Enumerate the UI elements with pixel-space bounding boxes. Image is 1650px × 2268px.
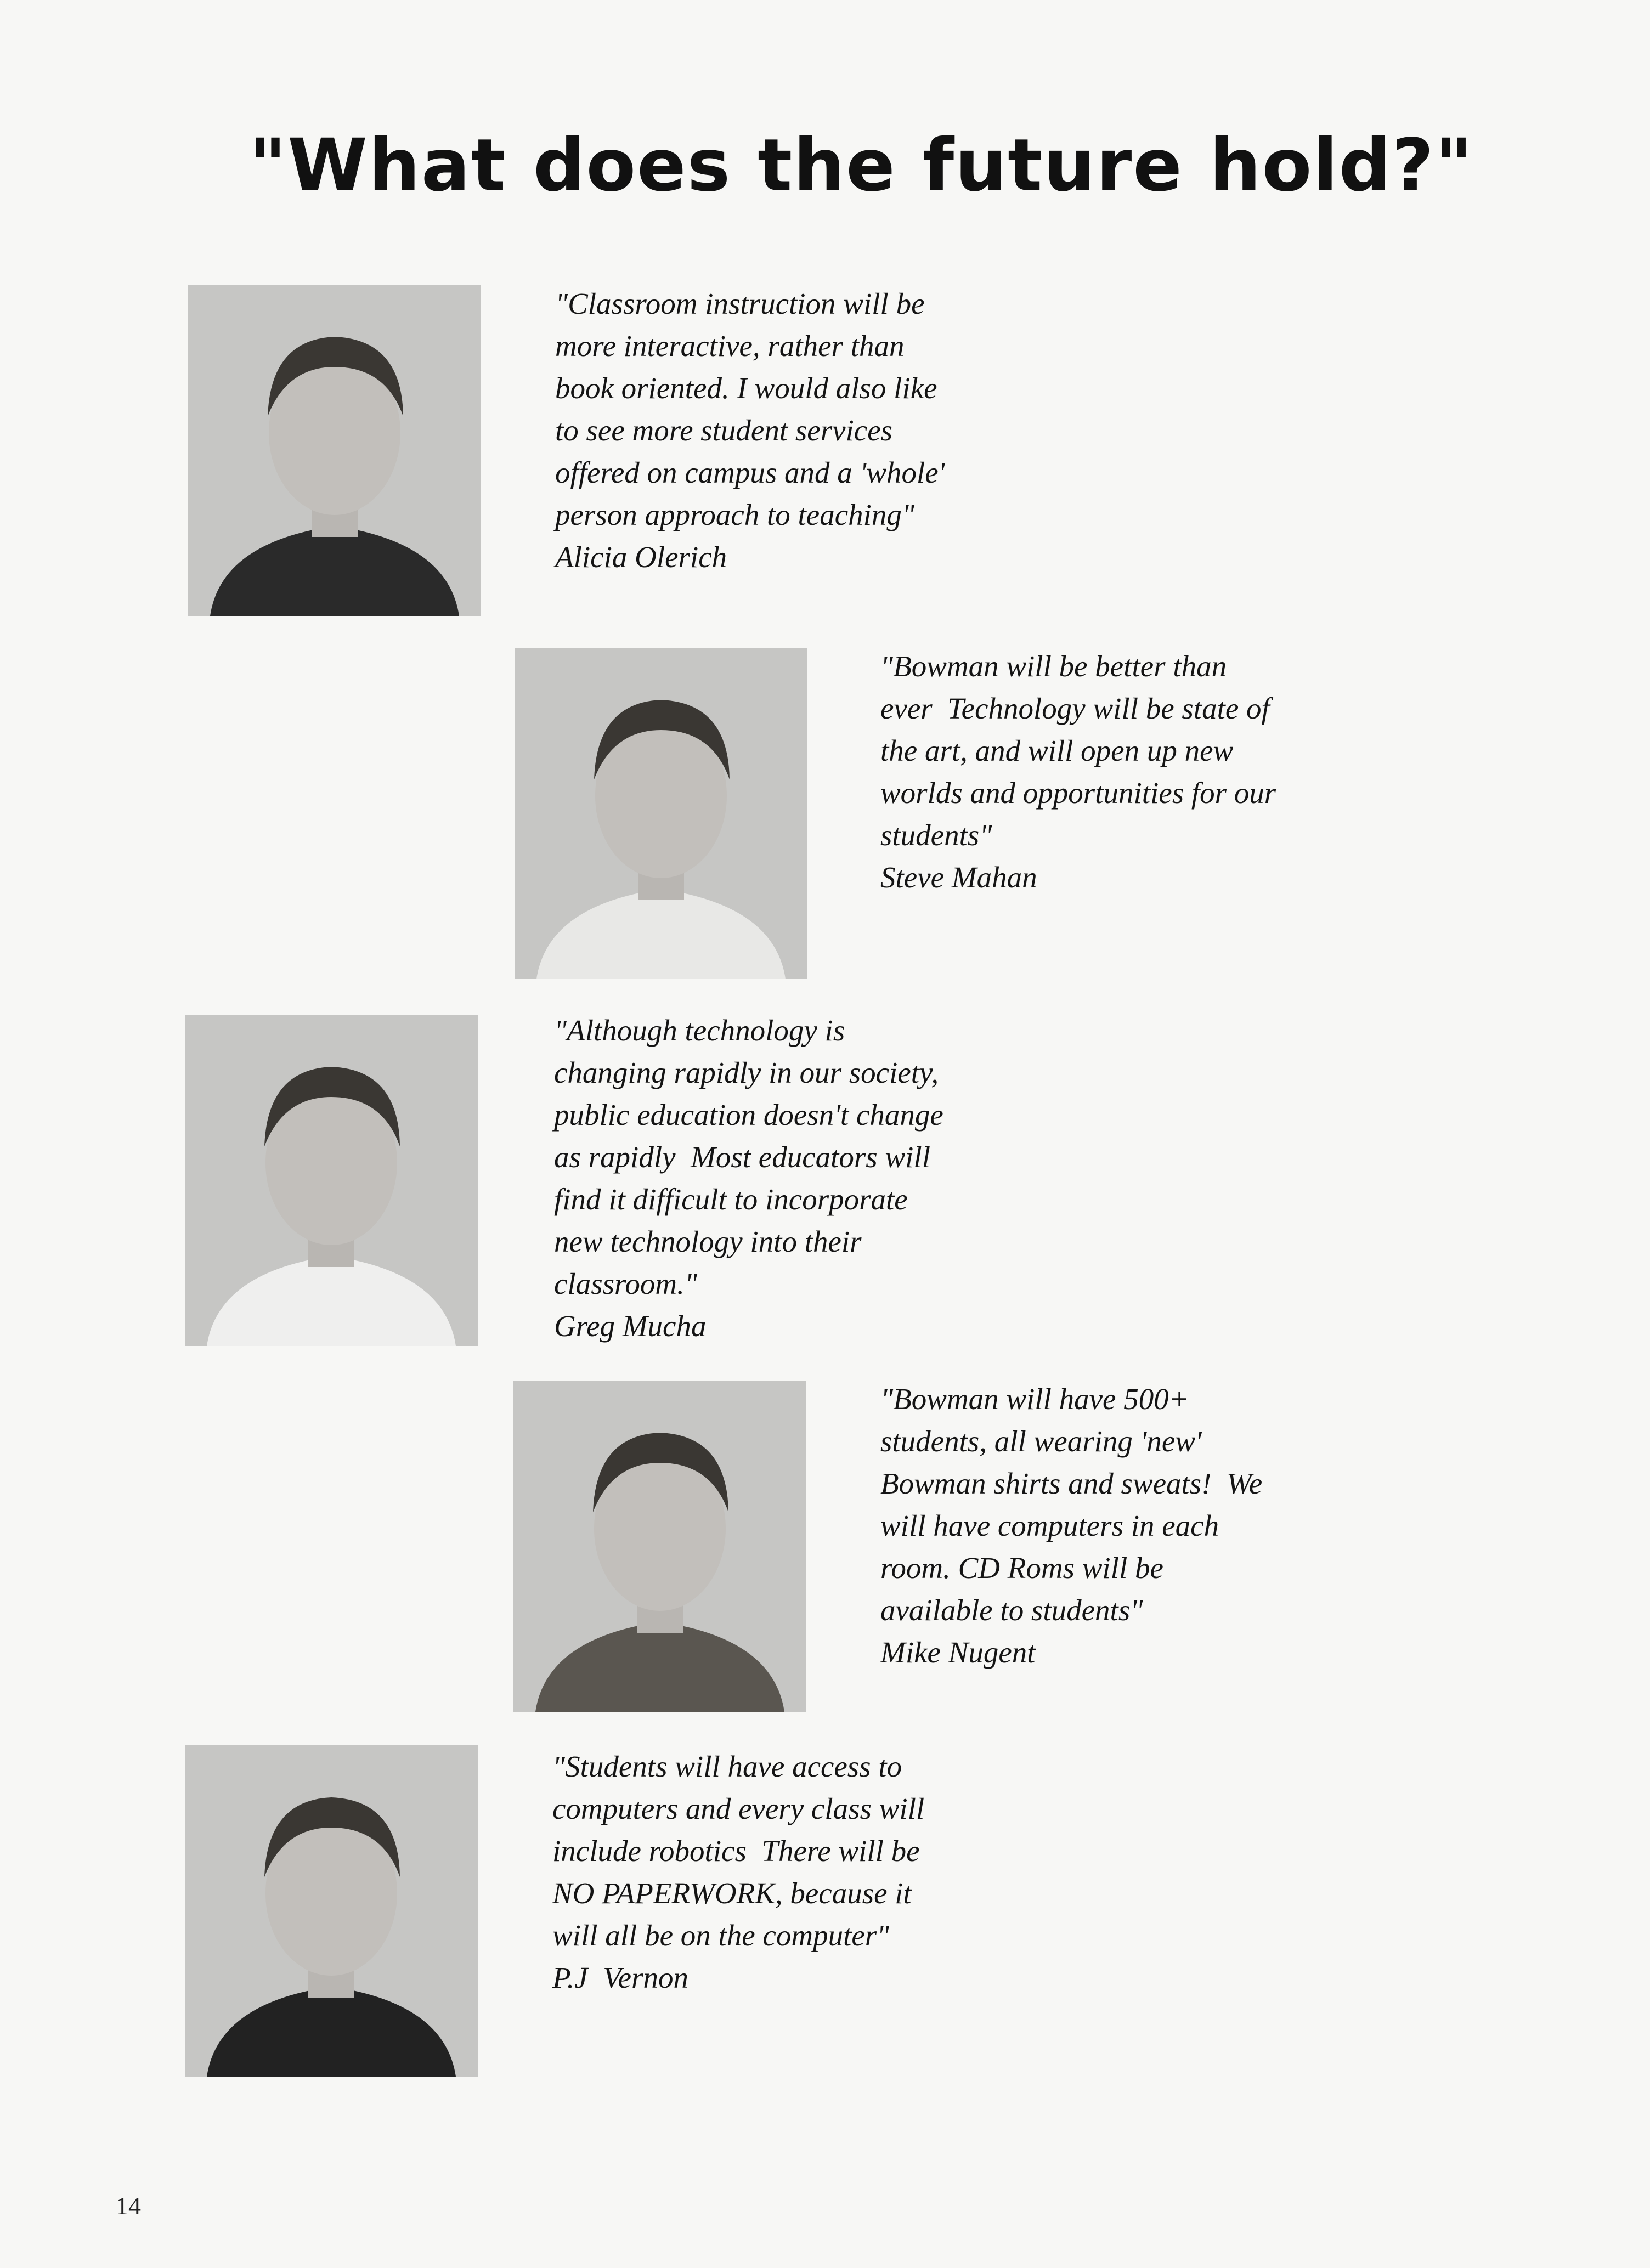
quote-line: NO PAPERWORK, because it xyxy=(552,1876,912,1910)
portrait-silhouette-icon xyxy=(185,1015,478,1346)
quote-5 xyxy=(552,1745,924,1999)
quote-line: the art, and will open up new xyxy=(880,734,1234,767)
quote-line: will all be on the computer" xyxy=(552,1919,890,1952)
quote-line: "Classroom instruction will be xyxy=(555,287,925,320)
portrait-photo-2 xyxy=(515,648,807,979)
quote-line: new technology into their xyxy=(554,1225,862,1258)
quote-line: Bowman shirts and sweats! We xyxy=(880,1467,1263,1500)
quote-line: changing rapidly in our society, xyxy=(554,1056,939,1089)
page-title: "What does the future hold?" xyxy=(248,123,1474,208)
quote-line: classroom." xyxy=(554,1267,697,1300)
quote-line: "Bowman will have 500+ xyxy=(880,1382,1189,1416)
portrait-silhouette-icon xyxy=(185,1745,478,2077)
portrait-photo-3 xyxy=(185,1015,478,1346)
quote-line: include robotics There will be xyxy=(552,1834,920,1868)
quote-1 xyxy=(555,282,945,578)
quote-line: "Although technology is xyxy=(554,1014,845,1047)
quote-line: offered on campus and a 'whole' xyxy=(555,456,945,489)
quote-author: Steve Mahan xyxy=(880,861,1037,894)
quote-line: room. CD Roms will be xyxy=(880,1551,1163,1585)
quote-author: Greg Mucha xyxy=(554,1309,707,1343)
quote-line: students" xyxy=(880,818,992,852)
quote-line: as rapidly Most educators will xyxy=(554,1140,930,1174)
quote-line: to see more student services xyxy=(555,414,893,447)
quote-author: Mike Nugent xyxy=(880,1636,1036,1669)
quote-line: will have computers in each xyxy=(880,1509,1219,1542)
quote-author: Alicia Olerich xyxy=(555,540,727,574)
page-number: 14 xyxy=(116,2192,141,2220)
quote-line: more interactive, rather than xyxy=(555,329,905,363)
quote-line: worlds and opportunities for our xyxy=(880,776,1276,810)
portrait-silhouette-icon xyxy=(188,285,481,616)
quote-line: book oriented. I would also like xyxy=(555,371,937,405)
quote-line: find it difficult to incorporate xyxy=(554,1183,908,1216)
quote-line: computers and every class will xyxy=(552,1792,925,1825)
quote-2 xyxy=(880,645,1276,898)
quote-line: ever Technology will be state of xyxy=(880,692,1270,725)
quote-line: "Students will have access to xyxy=(552,1750,902,1783)
portrait-silhouette-icon xyxy=(515,648,807,979)
portrait-photo-1 xyxy=(188,285,481,616)
quote-line: public education doesn't change xyxy=(554,1098,943,1132)
portrait-photo-5 xyxy=(185,1745,478,2077)
portrait-photo-4 xyxy=(513,1381,806,1712)
quote-line: students, all wearing 'new' xyxy=(880,1424,1202,1458)
quote-line: available to students" xyxy=(880,1593,1143,1627)
portrait-silhouette-icon xyxy=(513,1381,806,1712)
quote-3 xyxy=(554,1009,943,1347)
quote-4 xyxy=(880,1378,1262,1673)
quote-author: P.J Vernon xyxy=(552,1961,688,1994)
quote-line: "Bowman will be better than xyxy=(880,649,1227,683)
quote-line: person approach to teaching" xyxy=(555,498,915,531)
